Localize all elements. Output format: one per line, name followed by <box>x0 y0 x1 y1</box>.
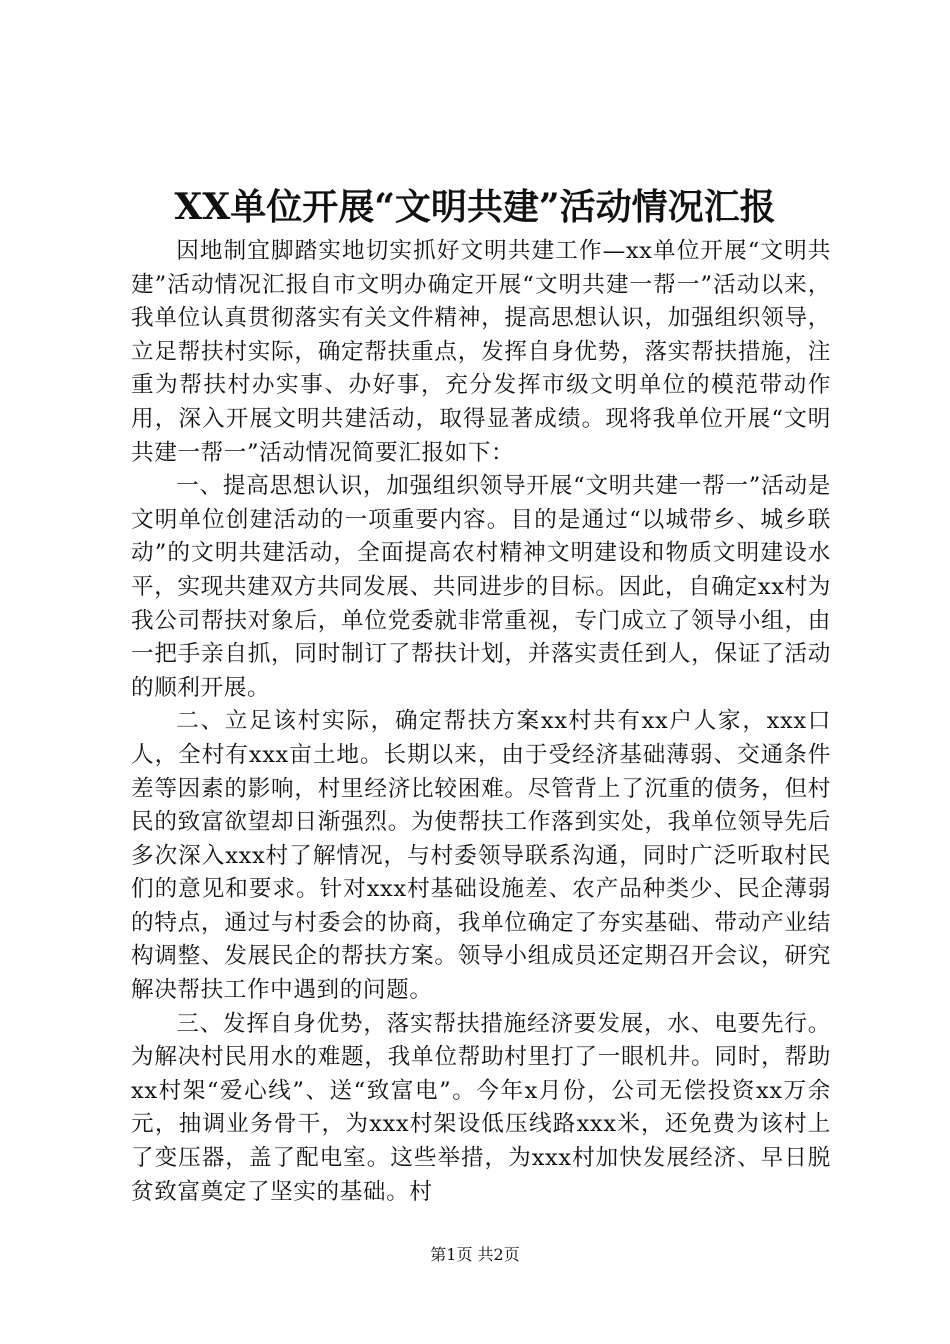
paragraph-intro: 因地制宜脚踏实地切实抓好文明共建工作—xx单位开展“文明共建”活动情况汇报自市文明办确定开展“文明共建一帮一”活动以来，我单位认真贯彻落实有关文件精神，提高思想认识，加强组织领导，立足帮扶村实际，确定帮扶重点，发挥自身优势，落实帮扶措施，注重为帮扶村办实事、办好事，充分发挥市级文明单位的模范带动作用，深入开展文明共建活动，取得显著成绩。现将我单位开展“文明共建一帮一”活动情况简要汇报如下： <box>131 238 831 466</box>
paragraph-section-2: 二、立足该村实际，确定帮扶方案xx村共有xx户人家，xxx口人，全村有xxx亩土地。长期以来，由于受经济基础薄弱、交通条件差等因素的影响，村里经济比较困难。尽管背上了沉重的债务，但村民的致富欲望却日渐强烈。为使帮扶工作落到实处，我单位领导先后多次深入xxx村了解情况，与村委领导联系沟通，同时广泛听取村民们的意见和要求。针对xxx村基础设施差、农产品种类少、民企薄弱的特点，通过与村委会的协商，我单位确定了夯实基础、带动产业结构调整、发展民企的帮扶方案。领导小组成员还定期召开会议，研究解决帮扶工作中遇到的问题。 <box>131 708 831 1004</box>
paragraph-section-3: 三、发挥自身优势，落实帮扶措施经济要发展，水、电要先行。为解决村民用水的难题，我单位帮助村里打了一眼机井。同时，帮助xx村架“爱心线”、送“致富电”。今年x月份，公司无偿投资xx万余元，抽调业务骨干，为xxx村架设低压线路xxx米，还免费为该村上了变压器，盖了配电室。这些举措，为xxx村加快发展经济、早日脱贫致富奠定了坚实的基础。村 <box>131 1010 831 1205</box>
document-title: XX单位开展“文明共建”活动情况汇报 <box>174 186 776 228</box>
document-body <box>131 235 831 1209</box>
page-number-footer: 第1页 共2页 <box>430 1245 520 1264</box>
paragraph-section-1: 一、提高思想认识，加强组织领导开展“文明共建一帮一”活动是文明单位创建活动的一项重要内容。目的是通过“以城带乡、城乡联动”的文明共建活动，全面提高农村精神文明建设和物质文明建设水平，实现共建双方共同发展、共同进步的目标。因此，自确定xx村为我公司帮扶对象后，单位党委就非常重视，专门成立了领导小组，由一把手亲自抓，同时制订了帮扶计划，并落实责任到人，保证了活动的顺利开展。 <box>131 473 831 701</box>
